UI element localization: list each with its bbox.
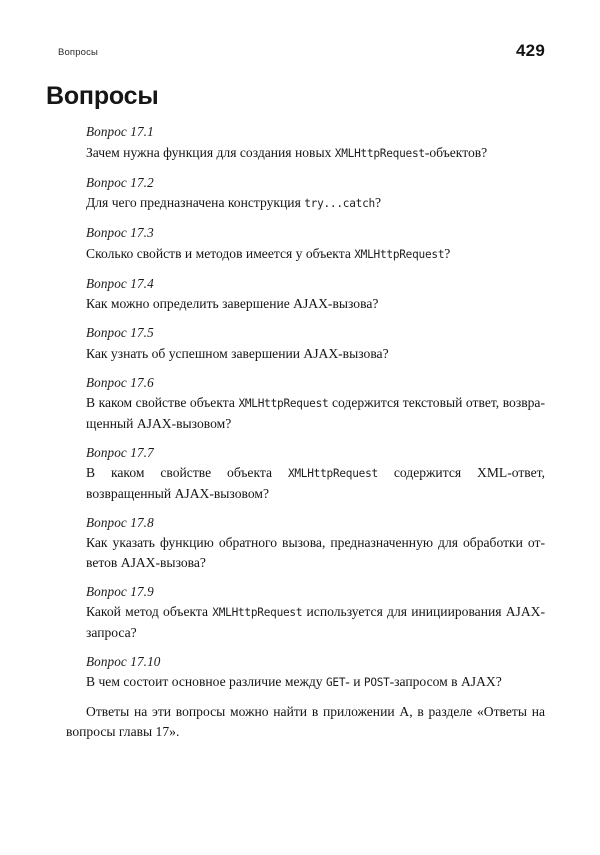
question-block <box>66 652 545 693</box>
text-run: Зачем нужна функция для создания новых <box>86 144 335 160</box>
text-run: -запросом в AJAX? <box>389 674 502 689</box>
question-label: Вопрос 17.6 <box>86 374 154 390</box>
question-label: Вопрос 17.10 <box>86 653 161 669</box>
question-block <box>66 582 545 643</box>
inline-code: XMLHttpRequest <box>212 606 303 619</box>
inline-code: GET <box>325 676 346 689</box>
page-number: 429 <box>516 41 545 60</box>
text-run: ? <box>444 245 451 261</box>
question-label: Вопрос 17.1 <box>86 124 154 139</box>
text-run: Как можно определить завершение AJAX-вызова? <box>86 296 379 311</box>
question-text <box>86 344 545 364</box>
inline-code: XMLHttpRequest <box>354 247 445 261</box>
text-run: Как узнать об успешном завершении AJAX-вызова? <box>86 345 389 361</box>
question-label: Вопрос 17.3 <box>86 225 154 240</box>
question-label: Вопрос 17.4 <box>86 275 154 291</box>
running-head <box>58 41 545 63</box>
text-run: Для чего предназначена конструкция <box>86 195 305 210</box>
closing-paragraph <box>66 702 545 741</box>
inline-code: XMLHttpRequest <box>287 467 378 480</box>
text-run: используется для инициирования AJAX-запроса? <box>86 604 545 640</box>
question-text <box>86 294 545 314</box>
question-block <box>66 223 545 264</box>
text-run: Какой метод объекта <box>86 604 213 619</box>
questions-list <box>66 122 545 741</box>
question-block <box>66 122 545 163</box>
question-text <box>86 143 545 164</box>
question-block <box>66 274 545 314</box>
inline-code: XMLHttpRequest <box>334 146 425 160</box>
running-head-title: Вопросы <box>58 47 98 58</box>
question-text <box>86 393 545 433</box>
inline-code: try...catch <box>304 197 375 210</box>
question-text <box>86 602 545 642</box>
inline-code: POST <box>363 676 390 689</box>
text-run: В чем состоит основное различие между <box>86 674 326 689</box>
question-label: Вопрос 17.5 <box>86 325 154 340</box>
question-label: Вопрос 17.2 <box>86 174 154 190</box>
page-title: Вопросы <box>46 82 159 110</box>
text-run: Ответы на эти вопросы можно найти в приложении А, в разделе «Ответы на вопросы главы 17». <box>66 704 545 739</box>
question-block <box>66 373 545 434</box>
text-run: содержится XML-ответ, возвращенный AJAX-вызовом? <box>86 465 545 501</box>
text-run: ? <box>374 195 381 210</box>
text-run: Сколько свойств и методов имеется у объекта <box>86 245 355 261</box>
question-block <box>66 323 545 363</box>
question-text <box>86 533 545 572</box>
questions-container <box>66 122 545 693</box>
question-text <box>86 244 545 265</box>
text-run: содержится текстовый ответ, возвращенный AJAX-вызовом? <box>86 395 545 431</box>
question-text <box>86 672 545 693</box>
question-label: Вопрос 17.7 <box>86 444 154 460</box>
text-run: В каком свойстве объекта <box>86 465 288 480</box>
question-label: Вопрос 17.9 <box>86 583 154 599</box>
question-text <box>86 463 545 503</box>
question-text <box>86 193 545 214</box>
question-block <box>66 173 545 214</box>
text-run: Как указать функцию обратного вызова, предназначенную для обработки ответов AJAX-вызова? <box>86 535 545 570</box>
inline-code: XMLHttpRequest <box>238 397 329 410</box>
text-run: В каком свойстве объекта <box>86 395 239 410</box>
text-run: - и <box>345 674 364 689</box>
text-run: -объектов? <box>424 144 488 160</box>
question-block <box>66 443 545 504</box>
question-block <box>66 513 545 573</box>
question-label: Вопрос 17.8 <box>86 514 154 530</box>
